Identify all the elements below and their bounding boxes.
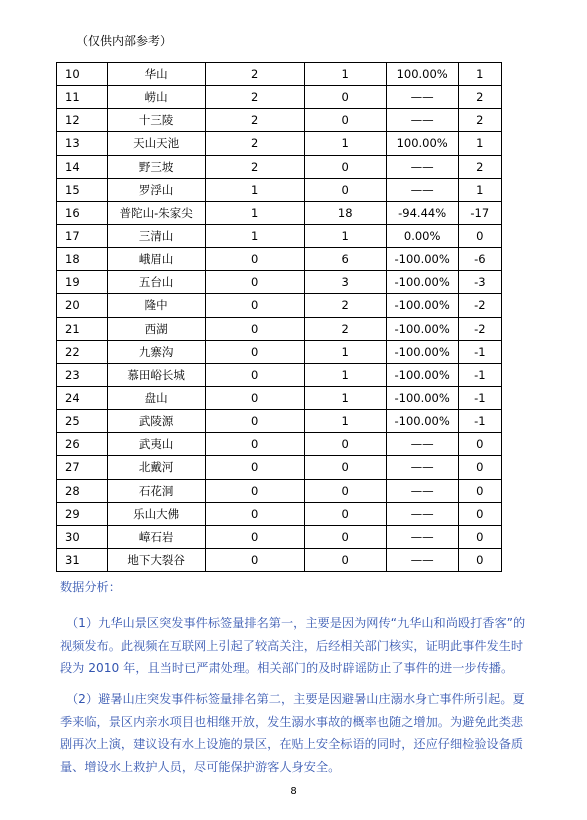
- change-rate-cell: -100.00%: [386, 340, 458, 363]
- change-count-cell: 0: [458, 502, 501, 525]
- change-rate-cell: ——: [386, 479, 458, 502]
- table-row: [57, 271, 502, 294]
- scenic-area-name-cell: 武夷山: [107, 433, 205, 456]
- row-number-cell: 16: [57, 201, 108, 224]
- change-count-cell: 2: [458, 109, 501, 132]
- internal-reference-note: （仅供内部参考）: [76, 34, 173, 48]
- change-count-cell: -2: [458, 294, 501, 317]
- previous-count-cell: 0: [304, 456, 386, 479]
- change-rate-cell: ——: [386, 456, 458, 479]
- change-rate-cell: -94.44%: [386, 201, 458, 224]
- change-rate-cell: -100.00%: [386, 294, 458, 317]
- row-number-cell: 31: [57, 548, 108, 571]
- scenic-area-name-cell: 三清山: [107, 224, 205, 247]
- scenic-area-name-cell: 慕田峪长城: [107, 363, 205, 386]
- table-row: [57, 548, 502, 571]
- table-row: [57, 479, 502, 502]
- current-count-cell: 1: [205, 201, 304, 224]
- current-count-cell: 2: [205, 63, 304, 86]
- current-count-cell: 0: [205, 294, 304, 317]
- previous-count-cell: 2: [304, 294, 386, 317]
- change-count-cell: 0: [458, 433, 501, 456]
- current-count-cell: 1: [205, 178, 304, 201]
- row-number-cell: 13: [57, 132, 108, 155]
- change-rate-cell: -100.00%: [386, 363, 458, 386]
- previous-count-cell: 1: [304, 224, 386, 247]
- previous-count-cell: 0: [304, 178, 386, 201]
- change-count-cell: -1: [458, 340, 501, 363]
- previous-count-cell: 6: [304, 248, 386, 271]
- table-row: [57, 155, 502, 178]
- previous-count-cell: 1: [304, 386, 386, 409]
- change-count-cell: -1: [458, 386, 501, 409]
- change-count-cell: 1: [458, 63, 501, 86]
- row-number-cell: 14: [57, 155, 108, 178]
- change-rate-cell: -100.00%: [386, 248, 458, 271]
- current-count-cell: 2: [205, 109, 304, 132]
- scenic-area-name-cell: 罗浮山: [107, 178, 205, 201]
- current-count-cell: 2: [205, 155, 304, 178]
- change-rate-cell: ——: [386, 525, 458, 548]
- change-rate-cell: 100.00%: [386, 132, 458, 155]
- table-row: [57, 386, 502, 409]
- current-count-cell: 0: [205, 548, 304, 571]
- table-row: [57, 317, 502, 340]
- row-number-cell: 28: [57, 479, 108, 502]
- page-number: 8: [290, 786, 297, 797]
- row-number-cell: 24: [57, 386, 108, 409]
- previous-count-cell: 0: [304, 502, 386, 525]
- row-number-cell: 10: [57, 63, 108, 86]
- row-number-cell: 22: [57, 340, 108, 363]
- current-count-cell: 2: [205, 86, 304, 109]
- table-row: [57, 248, 502, 271]
- previous-count-cell: 3: [304, 271, 386, 294]
- change-rate-cell: 0.00%: [386, 224, 458, 247]
- current-count-cell: 2: [205, 132, 304, 155]
- table-row: [57, 502, 502, 525]
- current-count-cell: 0: [205, 248, 304, 271]
- change-rate-cell: ——: [386, 155, 458, 178]
- previous-count-cell: 0: [304, 433, 386, 456]
- previous-count-cell: 0: [304, 86, 386, 109]
- current-count-cell: 0: [205, 271, 304, 294]
- row-number-cell: 11: [57, 86, 108, 109]
- current-count-cell: 0: [205, 317, 304, 340]
- scenic-area-name-cell: 嶂石岩: [107, 525, 205, 548]
- current-count-cell: 0: [205, 410, 304, 433]
- scenic-area-name-cell: 乐山大佛: [107, 502, 205, 525]
- row-number-cell: 19: [57, 271, 108, 294]
- row-number-cell: 21: [57, 317, 108, 340]
- previous-count-cell: 1: [304, 132, 386, 155]
- scenic-area-incident-table: [56, 62, 502, 572]
- previous-count-cell: 1: [304, 340, 386, 363]
- previous-count-cell: 18: [304, 201, 386, 224]
- table-row: [57, 201, 502, 224]
- table-row: [57, 132, 502, 155]
- scenic-area-name-cell: 普陀山-朱家尖: [107, 201, 205, 224]
- change-rate-cell: ——: [386, 502, 458, 525]
- change-rate-cell: ——: [386, 86, 458, 109]
- table-row: [57, 525, 502, 548]
- change-rate-cell: -100.00%: [386, 271, 458, 294]
- change-count-cell: -2: [458, 317, 501, 340]
- change-count-cell: -1: [458, 363, 501, 386]
- previous-count-cell: 1: [304, 363, 386, 386]
- analysis-paragraph-2: （2）避暑山庄突发事件标签量排名第二，主要是因避暑山庄溺水身亡事件所引起。夏季来临，景区内亲水项目也相继开放，发生溺水事故的概率也随之增加。为避免此类悲剧再次上演，建议设有水上设施的景区，在贴上安全标语的同时，还应仔细检验设备质量、增设水上救护人员，尽可能保护游客人身安全。: [60, 692, 525, 774]
- row-number-cell: 29: [57, 502, 108, 525]
- row-number-cell: 27: [57, 456, 108, 479]
- table-row: [57, 410, 502, 433]
- change-count-cell: 1: [458, 132, 501, 155]
- scenic-area-name-cell: 崂山: [107, 86, 205, 109]
- previous-count-cell: 1: [304, 410, 386, 433]
- scenic-area-name-cell: 野三坡: [107, 155, 205, 178]
- change-rate-cell: -100.00%: [386, 386, 458, 409]
- previous-count-cell: 0: [304, 109, 386, 132]
- table-row: [57, 224, 502, 247]
- scenic-area-name-cell: 天山天池: [107, 132, 205, 155]
- row-number-cell: 17: [57, 224, 108, 247]
- table-row: [57, 294, 502, 317]
- row-number-cell: 26: [57, 433, 108, 456]
- row-number-cell: 18: [57, 248, 108, 271]
- change-rate-cell: ——: [386, 548, 458, 571]
- analysis-heading: 数据分析：: [60, 580, 121, 594]
- change-count-cell: 0: [458, 479, 501, 502]
- change-count-cell: -6: [458, 248, 501, 271]
- change-rate-cell: ——: [386, 433, 458, 456]
- previous-count-cell: 1: [304, 63, 386, 86]
- change-rate-cell: -100.00%: [386, 410, 458, 433]
- table-row: [57, 363, 502, 386]
- table-row: [57, 456, 502, 479]
- scenic-area-name-cell: 盘山: [107, 386, 205, 409]
- table-row: [57, 340, 502, 363]
- change-count-cell: 1: [458, 178, 501, 201]
- row-number-cell: 20: [57, 294, 108, 317]
- row-number-cell: 12: [57, 109, 108, 132]
- table-row: [57, 63, 502, 86]
- table-row: [57, 86, 502, 109]
- change-count-cell: 0: [458, 224, 501, 247]
- current-count-cell: 0: [205, 479, 304, 502]
- previous-count-cell: 0: [304, 479, 386, 502]
- current-count-cell: 0: [205, 386, 304, 409]
- scenic-area-name-cell: 西湖: [107, 317, 205, 340]
- change-rate-cell: ——: [386, 178, 458, 201]
- change-count-cell: 0: [458, 525, 501, 548]
- change-rate-cell: 100.00%: [386, 63, 458, 86]
- scenic-area-name-cell: 五台山: [107, 271, 205, 294]
- scenic-area-name-cell: 九寨沟: [107, 340, 205, 363]
- change-count-cell: -3: [458, 271, 501, 294]
- change-count-cell: 2: [458, 155, 501, 178]
- previous-count-cell: 2: [304, 317, 386, 340]
- scenic-area-name-cell: 武陵源: [107, 410, 205, 433]
- scenic-area-name-cell: 地下大裂谷: [107, 548, 205, 571]
- previous-count-cell: 0: [304, 525, 386, 548]
- scenic-area-name-cell: 北戴河: [107, 456, 205, 479]
- scenic-area-name-cell: 峨眉山: [107, 248, 205, 271]
- scenic-area-name-cell: 石花洞: [107, 479, 205, 502]
- change-count-cell: 0: [458, 456, 501, 479]
- current-count-cell: 0: [205, 525, 304, 548]
- change-count-cell: 0: [458, 548, 501, 571]
- analysis-paragraph-1: （1）九华山景区突发事件标签量排名第一，主要是因为网传“九华山和尚殴打香客”的视频发布。此视频在互联网上引起了较高关注，后经相关部门核实，证明此事件发生时段为 2010 年，且当时已严肃处理。相关部门的及时辟谣防止了事件的进一步传播。: [60, 616, 526, 676]
- row-number-cell: 30: [57, 525, 108, 548]
- row-number-cell: 25: [57, 410, 108, 433]
- table-row: [57, 109, 502, 132]
- previous-count-cell: 0: [304, 548, 386, 571]
- current-count-cell: 0: [205, 363, 304, 386]
- table-row: [57, 178, 502, 201]
- change-count-cell: 2: [458, 86, 501, 109]
- scenic-area-name-cell: 隆中: [107, 294, 205, 317]
- row-number-cell: 23: [57, 363, 108, 386]
- scenic-area-name-cell: 华山: [107, 63, 205, 86]
- current-count-cell: 0: [205, 433, 304, 456]
- change-rate-cell: ——: [386, 109, 458, 132]
- current-count-cell: 0: [205, 456, 304, 479]
- previous-count-cell: 0: [304, 155, 386, 178]
- change-count-cell: -17: [458, 201, 501, 224]
- current-count-cell: 1: [205, 224, 304, 247]
- current-count-cell: 0: [205, 502, 304, 525]
- change-count-cell: -1: [458, 410, 501, 433]
- table-row: [57, 433, 502, 456]
- change-rate-cell: -100.00%: [386, 317, 458, 340]
- row-number-cell: 15: [57, 178, 108, 201]
- scenic-area-name-cell: 十三陵: [107, 109, 205, 132]
- current-count-cell: 0: [205, 340, 304, 363]
